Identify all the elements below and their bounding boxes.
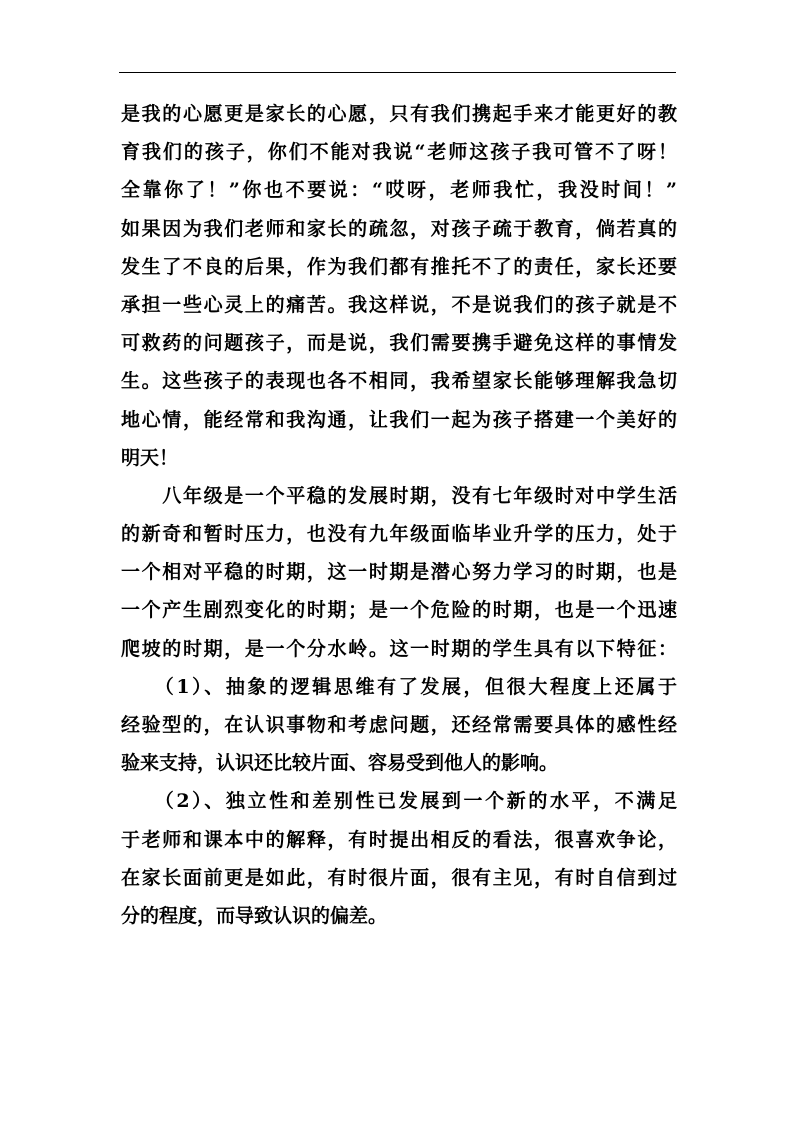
document-body — [121, 95, 677, 935]
paragraph-end-line: 验来支持，认识还比较片面、容易受到他人的影响。 — [121, 752, 559, 775]
text-line: 是我的心愿更是家长的心愿，只有我们携起手来才能更好的教 — [121, 103, 677, 125]
text-line: 发生了不良的后果，作为我们都有推托不了的责任，家长还要 — [121, 255, 677, 278]
header-rule — [119, 72, 676, 73]
text-line: 地心情，能经常和我沟通，让我们一起为孩子搭建一个美好的 — [121, 408, 677, 431]
text-line: 于老师和课本中的解释，有时提出相反的看法，很喜欢争论， — [121, 828, 677, 851]
paragraph-start-line: 八年级是一个平稳的发展时期，没有七年级时对中学生活 — [121, 484, 677, 507]
text-line: 爬坡的时期，是一个分水岭。这一时期的学生具有以下特征： — [121, 637, 677, 660]
text-line: 一个相对平稳的时期，这一时期是潜心努力学习的时期，也是 — [121, 561, 677, 584]
text-line: 如果因为我们老师和家长的疏忽，对孩子疏于教育，倘若真的 — [121, 217, 677, 240]
paragraph-end-line: 明天！ — [121, 446, 179, 469]
text-line: 经验型的，在认识事物和考虑问题，还经常需要具体的感性经 — [121, 714, 677, 736]
paragraph-end-line: 分的程度，而导致认识的偏差。 — [121, 904, 388, 927]
text-line: 承担一些心灵上的痛苦。我这样说，不是说我们的孩子就是不 — [121, 293, 677, 316]
list-item-1-line: （1）、抽象的逻辑思维有了发展，但很大程度上还属于 — [121, 675, 677, 698]
text-line: 育我们的孩子，你们不能对我说“老师这孩子我可管不了呀！ — [121, 141, 677, 164]
text-line: 的新奇和暂时压力，也没有九年级面临毕业升学的压力，处于 — [121, 523, 677, 546]
text-line: 可救药的问题孩子，而是说，我们需要携手避免这样的事情发 — [121, 332, 677, 355]
text-line: 生。这些孩子的表现也各不相同，我希望家长能够理解我急切 — [121, 370, 677, 393]
text-line: 全靠你了！”你也不要说：“哎呀，老师我忙，我没时间！” — [121, 179, 677, 202]
text-line: 一个产生剧烈变化的时期；是一个危险的时期，也是一个迅速 — [121, 599, 677, 622]
list-item-2-line: （2）、独立性和差别性已发展到一个新的水平，不满足 — [121, 790, 677, 813]
text-line: 在家长面前更是如此，有时很片面，很有主见，有时自信到过 — [121, 866, 677, 889]
